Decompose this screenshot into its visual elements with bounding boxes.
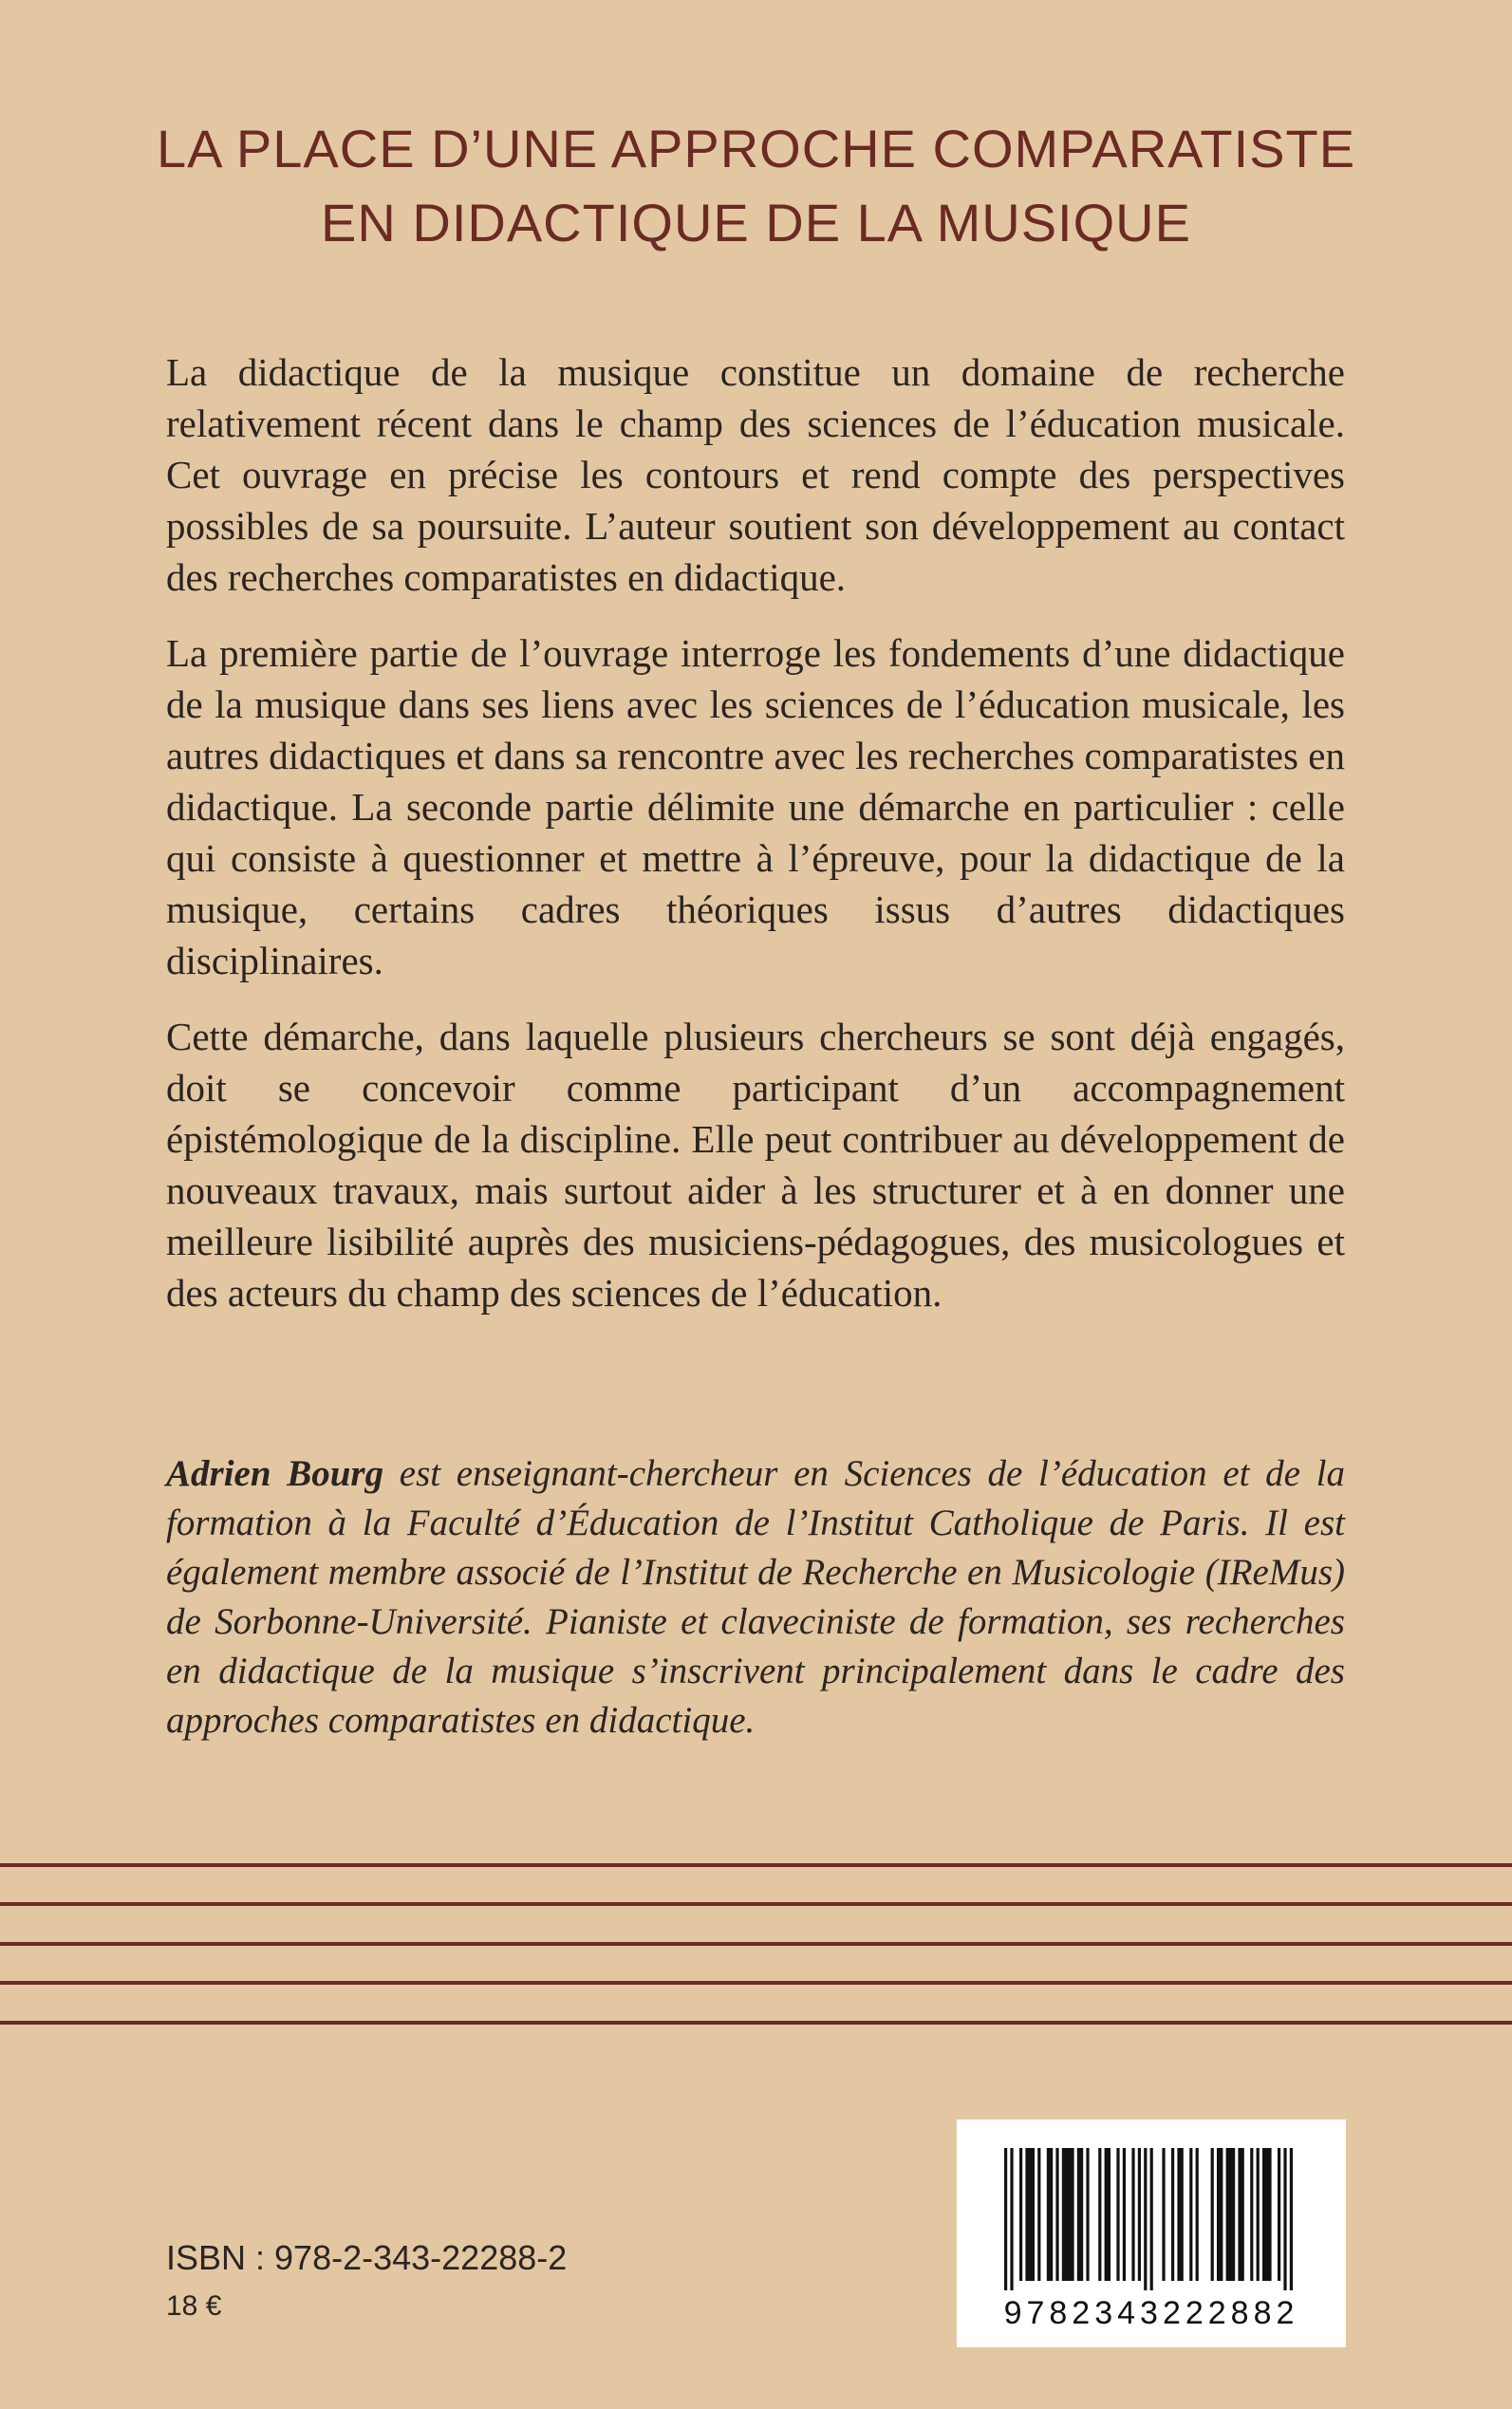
barcode-bars-icon bbox=[1004, 2148, 1298, 2290]
barcode-bar bbox=[1077, 2148, 1083, 2281]
barcode-bar bbox=[1105, 2148, 1111, 2281]
price: 18 € bbox=[166, 2290, 222, 2322]
barcode-bar bbox=[1171, 2148, 1174, 2281]
barcode-bar bbox=[1150, 2148, 1153, 2290]
barcode-bar bbox=[1283, 2148, 1286, 2290]
author-name: Adrien Bourg bbox=[166, 1453, 384, 1494]
summary-text bbox=[166, 346, 1345, 1343]
barcode-bar bbox=[1211, 2148, 1214, 2281]
barcode-bar bbox=[1010, 2148, 1013, 2290]
barcode-bar bbox=[1098, 2148, 1101, 2281]
barcode-bar bbox=[1047, 2148, 1053, 2281]
isbn-number: ISBN : 978-2-343-22288-2 bbox=[166, 2238, 568, 2277]
barcode-bar bbox=[1278, 2148, 1280, 2281]
barcode-bar bbox=[1138, 2148, 1141, 2281]
staff-line-4 bbox=[0, 1981, 1512, 1985]
barcode-bar bbox=[1250, 2148, 1253, 2281]
barcode-bar bbox=[1257, 2148, 1260, 2281]
staff-line-5 bbox=[0, 2021, 1512, 2025]
title-line-1: LA PLACE D’UNE APPROCHE COMPARATISTE bbox=[156, 119, 1356, 178]
summary-paragraph-2: La première partie de l’ouvrage interroge les fondements d’une didactique de la musique dans ses liens avec les sciences de l’éducation musicale, les autres didactiques et dans sa rencontre avec les recherches comparatistes en didactique. La seconde partie délimite une démarche en particulier : celle qui consiste à questionner et mettre à l’épreuve, pour la didactique de la musique, certains cadres théoriques issus d’autres didactiques disciplinaires. bbox=[166, 631, 1345, 982]
barcode-bar bbox=[1217, 2148, 1223, 2281]
author-bio bbox=[166, 1449, 1345, 1746]
barcode-bar bbox=[1196, 2148, 1199, 2281]
summary-paragraph-1: La didactique de la musique constitue un domaine de recherche relativement récent dans le champ des sciences de l’éducation musicale. Cet ouvrage en précise les contours et rend compte des perspectives possibles de sa poursuite. L’auteur soutient son développement au contact des recherches comparatistes en didactique. bbox=[166, 350, 1345, 599]
barcode-bar bbox=[1086, 2148, 1089, 2281]
staff-line-1 bbox=[0, 1863, 1512, 1867]
barcode-bar bbox=[1123, 2148, 1126, 2281]
barcode-bar bbox=[1062, 2148, 1074, 2281]
barcode-bar bbox=[1262, 2148, 1272, 2281]
barcode-bar bbox=[1162, 2148, 1165, 2281]
staff-line-2 bbox=[0, 1902, 1512, 1906]
barcode-bar bbox=[1025, 2148, 1035, 2281]
barcode-bar bbox=[1238, 2148, 1243, 2281]
title-line-2: EN DIDACTIQUE DE LA MUSIQUE bbox=[321, 193, 1191, 252]
barcode-bar bbox=[1019, 2148, 1022, 2281]
barcode-bar bbox=[1177, 2148, 1183, 2281]
staff-line-3 bbox=[0, 1942, 1512, 1946]
book-title bbox=[0, 112, 1512, 260]
barcode-bar bbox=[1037, 2148, 1040, 2281]
barcode-bar bbox=[1290, 2148, 1293, 2290]
barcode-bar bbox=[1004, 2148, 1007, 2290]
summary-paragraph-3: Cette démarche, dans laquelle plusieurs chercheurs se sont déjà engagés, doit se concevoir comme participant d’un accompagnement épistémologique de la discipline. Elle peut contribuer au développement de nouveaux travaux, mais surtout aider à les structurer et à en donner une meilleure lisibilité auprès des musiciens-pédagogues, des musicologues et des acteurs du champ des sciences de l’éducation. bbox=[166, 1015, 1345, 1315]
barcode-bar bbox=[1189, 2148, 1192, 2281]
barcode bbox=[957, 2120, 1346, 2347]
barcode-digits: 9782343222882 bbox=[1003, 2295, 1299, 2331]
author-bio-text: est enseignant-chercheur en Sciences de l’éducation et de la formation à la Faculté d’Éducation de l’Institut Catholique de Paris. Il est également membre associé de l’Institut de Recherche en Musicologie (IReMus) de Sorbonne-Université. Pianiste et claveciniste de formation, ses recherches en didactique de la musique s’inscrivent principalement dans le cadre des approches comparatistes en didactique. bbox=[166, 1453, 1345, 1741]
barcode-bar bbox=[1144, 2148, 1147, 2290]
barcode-bar bbox=[1116, 2148, 1119, 2281]
barcode-bar bbox=[1226, 2148, 1236, 2281]
barcode-bar bbox=[1131, 2148, 1134, 2281]
barcode-bar bbox=[1055, 2148, 1058, 2281]
